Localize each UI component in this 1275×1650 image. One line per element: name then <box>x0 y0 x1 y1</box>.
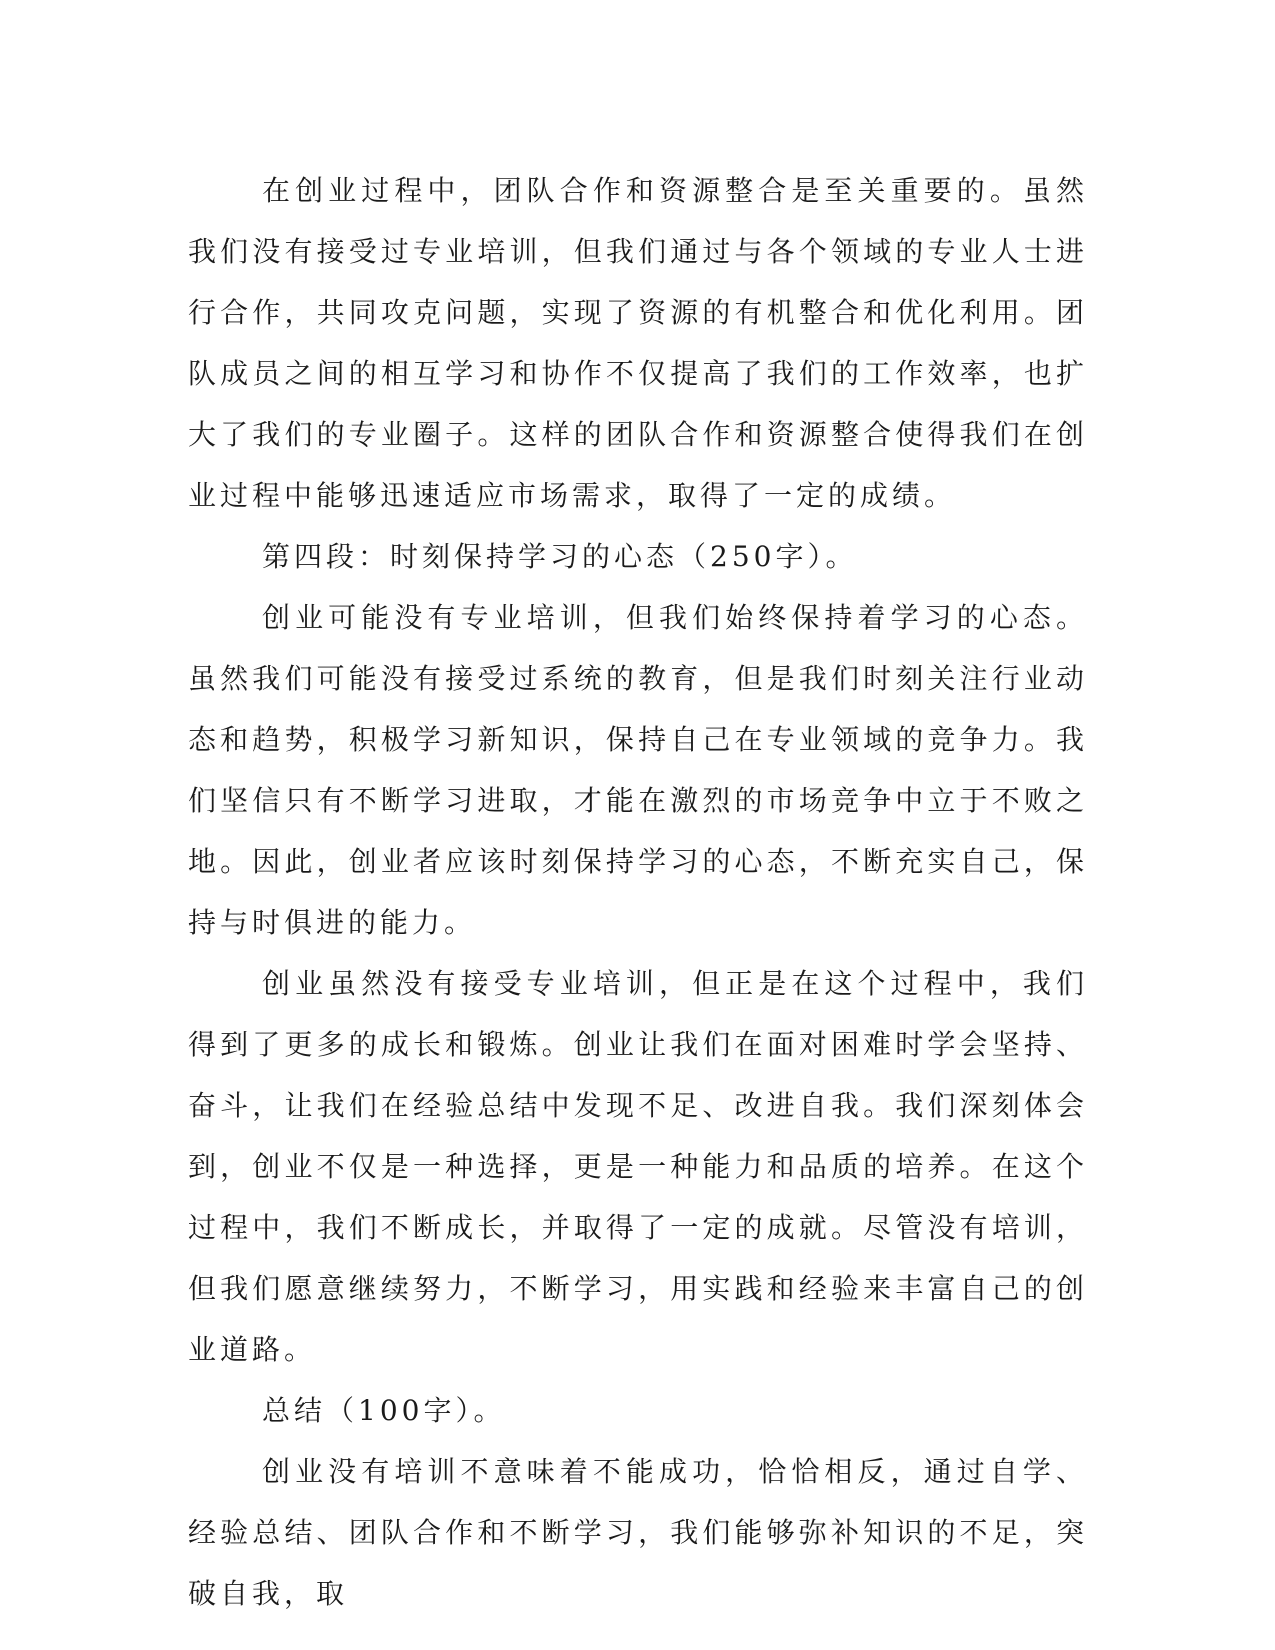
paragraph-learning-mindset: 创业可能没有专业培训，但我们始终保持着学习的心态。虽然我们可能没有接受过系统的教育，但是我们时刻关注行业动态和趋势，积极学习新知识，保持自己在专业领域的竞争力。我们坚信只有不断学习进取，才能在激烈的市场竞争中立于不败之地。因此，创业者应该时刻保持学习的心态，不断充实自己，保持与时俱进的能力。 <box>188 601 1088 939</box>
heading-section-four: 第四段：时刻保持学习的心态（250字）。 <box>262 540 858 573</box>
heading-summary: 总结（100字）。 <box>262 1394 506 1427</box>
paragraph-summary: 创业没有培训不意味着不能成功，恰恰相反，通过自学、经验总结、团队合作和不断学习，我们能够弥补知识的不足，突破自我，取 <box>188 1455 1088 1610</box>
paragraph-growth: 创业虽然没有接受专业培训，但正是在这个过程中，我们得到了更多的成长和锻炼。创业让我们在面对困难时学会坚持、奋斗，让我们在经验总结中发现不足、改进自我。我们深刻体会到，创业不仅是一种选择，更是一种能力和品质的培养。在这个过程中，我们不断成长，并取得了一定的成就。尽管没有培训，但我们愿意继续努力，不断学习，用实践和经验来丰富自己的创业道路。 <box>188 967 1088 1366</box>
paragraph-teamwork: 在创业过程中，团队合作和资源整合是至关重要的。虽然我们没有接受过专业培训，但我们通过与各个领域的专业人士进行合作，共同攻克问题，实现了资源的有机整合和优化利用。团队成员之间的相互学习和协作不仅提高了我们的工作效率，也扩大了我们的专业圈子。这样的团队合作和资源整合使得我们在创业过程中能够迅速适应市场需求，取得了一定的成绩。 <box>188 174 1088 512</box>
document-body <box>188 160 1088 1624</box>
